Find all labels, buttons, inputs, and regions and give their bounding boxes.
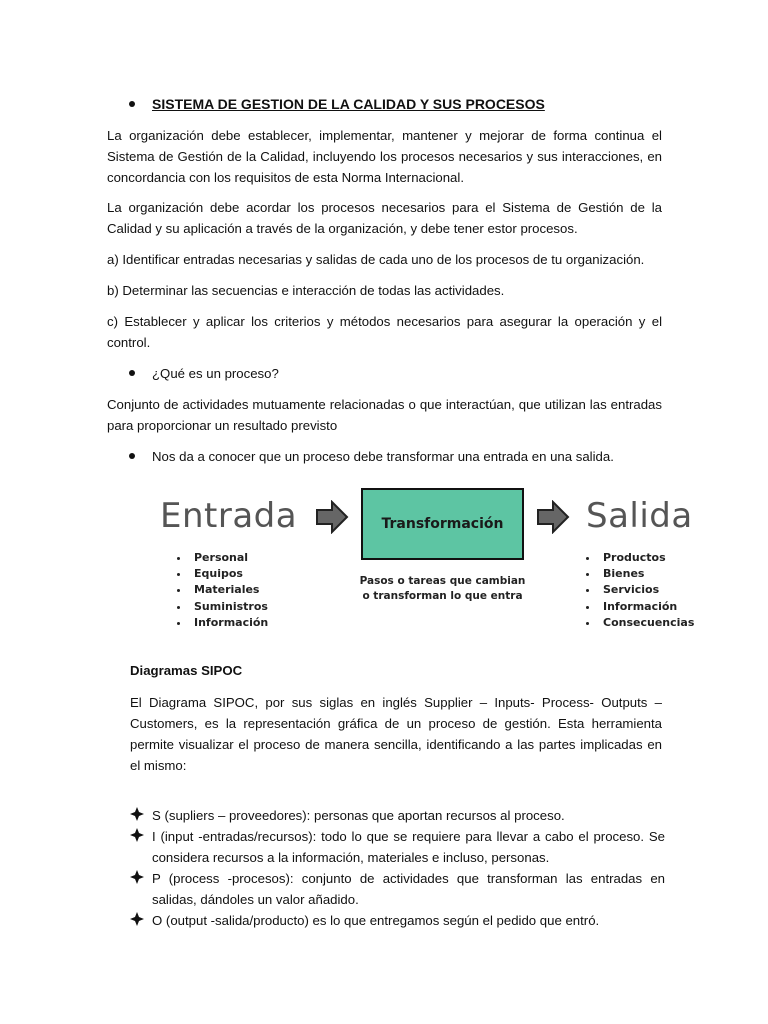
arrow-right-icon (536, 500, 570, 534)
sipoc-item (130, 910, 665, 931)
caption-line-2: o transforman lo que entra (362, 590, 523, 602)
entrada-item: Información (174, 615, 268, 631)
sipoc-item (130, 805, 665, 826)
entrada-item: Equipos (174, 566, 268, 582)
paragraph-3: Conjunto de actividades mutuamente relacionadas o que interactúan, que utilizan las entradas para proporcionar un resultado previsto (107, 397, 662, 433)
salida-item: Servicios (583, 582, 694, 598)
transform-text: Nos da a conocer que un proceso debe transformar una entrada en una salida. (152, 449, 614, 464)
salida-label: Salida (586, 496, 693, 536)
bullet-dot-icon (129, 101, 135, 107)
sipoc-item (130, 868, 665, 910)
question-text: ¿Qué es un proceso? (152, 366, 279, 381)
diamond-bullet-icon (130, 828, 144, 842)
transformacion-box: Transformación (361, 488, 524, 560)
sipoc-item-text: O (output -salida/producto) es lo que entregamos según el pedido que entró. (152, 913, 600, 928)
salida-item: Productos (583, 550, 694, 566)
diamond-bullet-icon (130, 870, 144, 884)
salida-item: Consecuencias (583, 615, 694, 631)
item-c: c) Establecer y aplicar los criterios y métodos necesarios para asegurar la operación y el control. (107, 314, 662, 350)
sipoc-heading: Diagramas SIPOC (130, 663, 243, 678)
entrada-item: Personal (174, 550, 268, 566)
process-diagram (150, 478, 710, 638)
bullet-dot-icon (129, 370, 135, 376)
item-a: a) Identificar entradas necesarias y salidas de cada uno de los procesos de tu organización. (107, 252, 645, 267)
diamond-bullet-icon (130, 912, 144, 926)
caption-line-1: Pasos o tareas que cambian (359, 575, 526, 587)
arrow-right-icon (315, 500, 349, 534)
item-b: b) Determinar las secuencias e interacción de todas las actividades. (107, 283, 505, 298)
paragraph-1: La organización debe establecer, implementar, mantener y mejorar de forma continua el Sistema de Gestión de la Calidad, incluyendo los procesos necesarios y sus interacciones, en concordancia con los requisitos de esta Norma Internacional. (107, 128, 662, 185)
sipoc-item-text: I (input -entradas/recursos): todo lo que se requiere para llevar a cabo el proceso. Se considera recursos a la información, materiales e incluso, personas. (152, 829, 665, 865)
transformacion-caption (350, 574, 535, 604)
sipoc-item (130, 826, 665, 868)
sipoc-item-text: P (process -procesos): conjunto de actividades que transforman las entradas en salidas, dándoles un valor añadido. (152, 871, 665, 907)
paragraph-2: La organización debe acordar los procesos necesarios para el Sistema de Gestión de la Calidad y su aplicación a través de la organización, y debe tener estor procesos. (107, 200, 662, 236)
salida-item: Información (583, 599, 694, 615)
entrada-label: Entrada (160, 496, 298, 536)
entrada-item: Materiales (174, 582, 268, 598)
sipoc-paragraph: El Diagrama SIPOC, por sus siglas en inglés Supplier – Inputs- Process- Outputs – Customers, es la representación gráfica de un proceso de gestión. Esta herramienta permite visualizar el proceso de manera sencilla, identificando a las partes implicadas en el mismo: (130, 695, 662, 773)
section-title: SISTEMA DE GESTION DE LA CALIDAD Y SUS PROCESOS (152, 96, 545, 112)
salida-list (583, 550, 694, 631)
entrada-list (174, 550, 268, 631)
bullet-dot-icon (129, 453, 135, 459)
diamond-bullet-icon (130, 807, 144, 821)
entrada-item: Suministros (174, 599, 268, 615)
sipoc-item-text: S (supliers – proveedores): personas que aportan recursos al proceso. (152, 808, 565, 823)
salida-item: Bienes (583, 566, 694, 582)
